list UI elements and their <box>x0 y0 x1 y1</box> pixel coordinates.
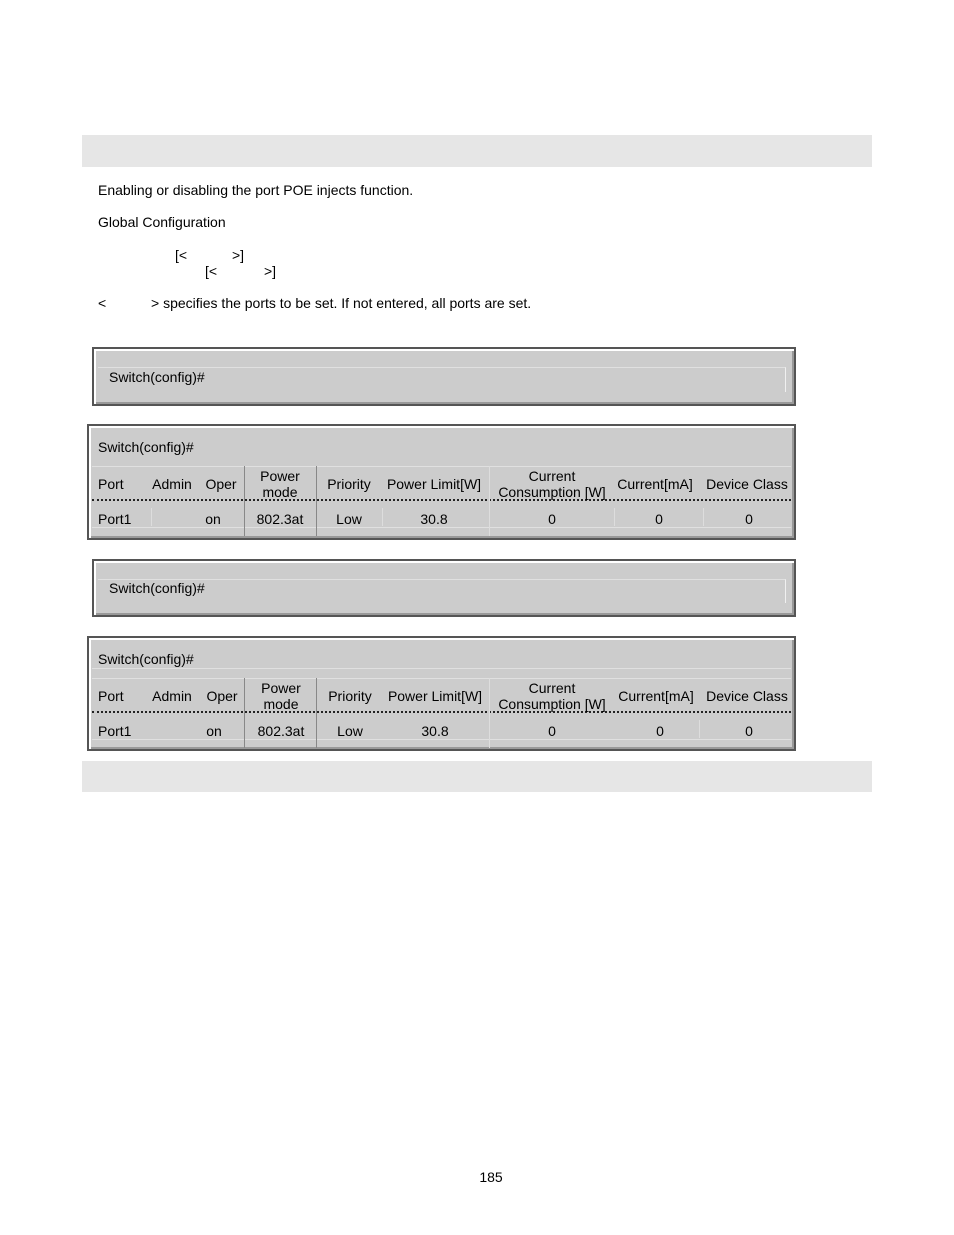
table2-header-current-ma: Current[mA] <box>618 688 694 704</box>
description-text: Enabling or disabling the port POE injects function. <box>98 182 414 198</box>
table2-box <box>87 636 796 751</box>
table1-header-power-mode: Power mode <box>260 468 300 500</box>
table1-box <box>87 424 796 540</box>
table1-cell-device-class: 0 <box>745 511 753 527</box>
table2-divider <box>489 678 490 748</box>
section-header-band <box>82 135 872 167</box>
table1-header-current-ma: Current[mA] <box>617 476 693 492</box>
table2-header-port: Port <box>98 688 124 704</box>
example1-prompt: Switch(config)# <box>109 369 205 385</box>
table1-cell-current-consumption: 0 <box>548 511 556 527</box>
table1-cell-current-ma: 0 <box>655 511 663 527</box>
table2-header-power-limit: Power Limit[W] <box>387 688 483 704</box>
table2-header-device-class: Device Class <box>706 688 788 704</box>
table2-header-admin: Admin <box>152 688 192 704</box>
syntax-line1-close: >] <box>232 247 245 263</box>
table1-cell-power-mode: 802.3at <box>256 511 304 527</box>
table1-header-admin: Admin <box>152 476 192 492</box>
table1-prompt: Switch(config)# <box>98 439 194 455</box>
syntax-line2-open: [< <box>205 263 218 279</box>
example1-command-box <box>92 347 796 406</box>
table1-top-line <box>92 466 791 467</box>
table1-cell-priority: Low <box>336 511 362 527</box>
table2-header-current-consumption: Current Consumption [W] <box>498 680 606 712</box>
table1-divider <box>382 508 383 526</box>
parameter-open: < <box>98 295 107 311</box>
table2-divider <box>316 678 317 748</box>
example2-prompt: Switch(config)# <box>109 580 205 596</box>
table1-cell-oper: on <box>205 511 221 527</box>
table2-cell-device-class: 0 <box>745 723 753 739</box>
table1-divider <box>489 466 490 536</box>
table1-header-priority: Priority <box>327 476 371 492</box>
table2-bottom-line <box>92 739 791 740</box>
table1-header-oper: Oper <box>205 476 237 492</box>
table2-cell-current-consumption: 0 <box>548 723 556 739</box>
table1-bottom-line <box>92 527 791 528</box>
table1-header-port: Port <box>98 476 124 492</box>
table2-prompt: Switch(config)# <box>98 651 194 667</box>
syntax-line2-close: >] <box>264 263 277 279</box>
table2-cell-power-mode: 802.3at <box>257 723 305 739</box>
table2-cell-oper: on <box>206 723 222 739</box>
parameter-text: > specifies the ports to be set. If not entered, all ports are set. <box>151 295 532 311</box>
table2-cell-power-limit: 30.8 <box>421 723 449 739</box>
table2-cell-priority: Low <box>337 723 363 739</box>
page-number: 185 <box>479 1169 503 1185</box>
table1-divider <box>703 508 704 526</box>
table1-header-current-consumption: Current Consumption [W] <box>498 468 606 500</box>
section-footer-band <box>82 761 872 792</box>
table2-header-power-mode: Power mode <box>261 680 301 712</box>
table2-header-priority: Priority <box>328 688 372 704</box>
table2-header-oper: Oper <box>206 688 238 704</box>
table1-header-device-class: Device Class <box>706 476 788 492</box>
syntax-line1-open: [< <box>175 247 188 263</box>
table1-cell-power-limit: 30.8 <box>420 511 448 527</box>
table2-cell-current-ma: 0 <box>656 723 664 739</box>
table1-divider <box>244 466 245 536</box>
table1-divider <box>316 466 317 536</box>
table2-header-separator <box>92 711 791 713</box>
table1-divider <box>151 508 152 526</box>
table2-top-line <box>92 668 791 669</box>
table2-top-line-2 <box>92 678 791 679</box>
table1-cell-port: Port1 <box>98 511 132 527</box>
example2-command-box <box>92 559 796 617</box>
table2-cell-port: Port1 <box>98 723 132 739</box>
table2-divider <box>244 678 245 748</box>
table1-header-power-limit: Power Limit[W] <box>386 476 482 492</box>
table1-divider <box>614 508 615 526</box>
table1-header-separator <box>92 499 791 501</box>
mode-text: Global Configuration <box>98 214 226 230</box>
